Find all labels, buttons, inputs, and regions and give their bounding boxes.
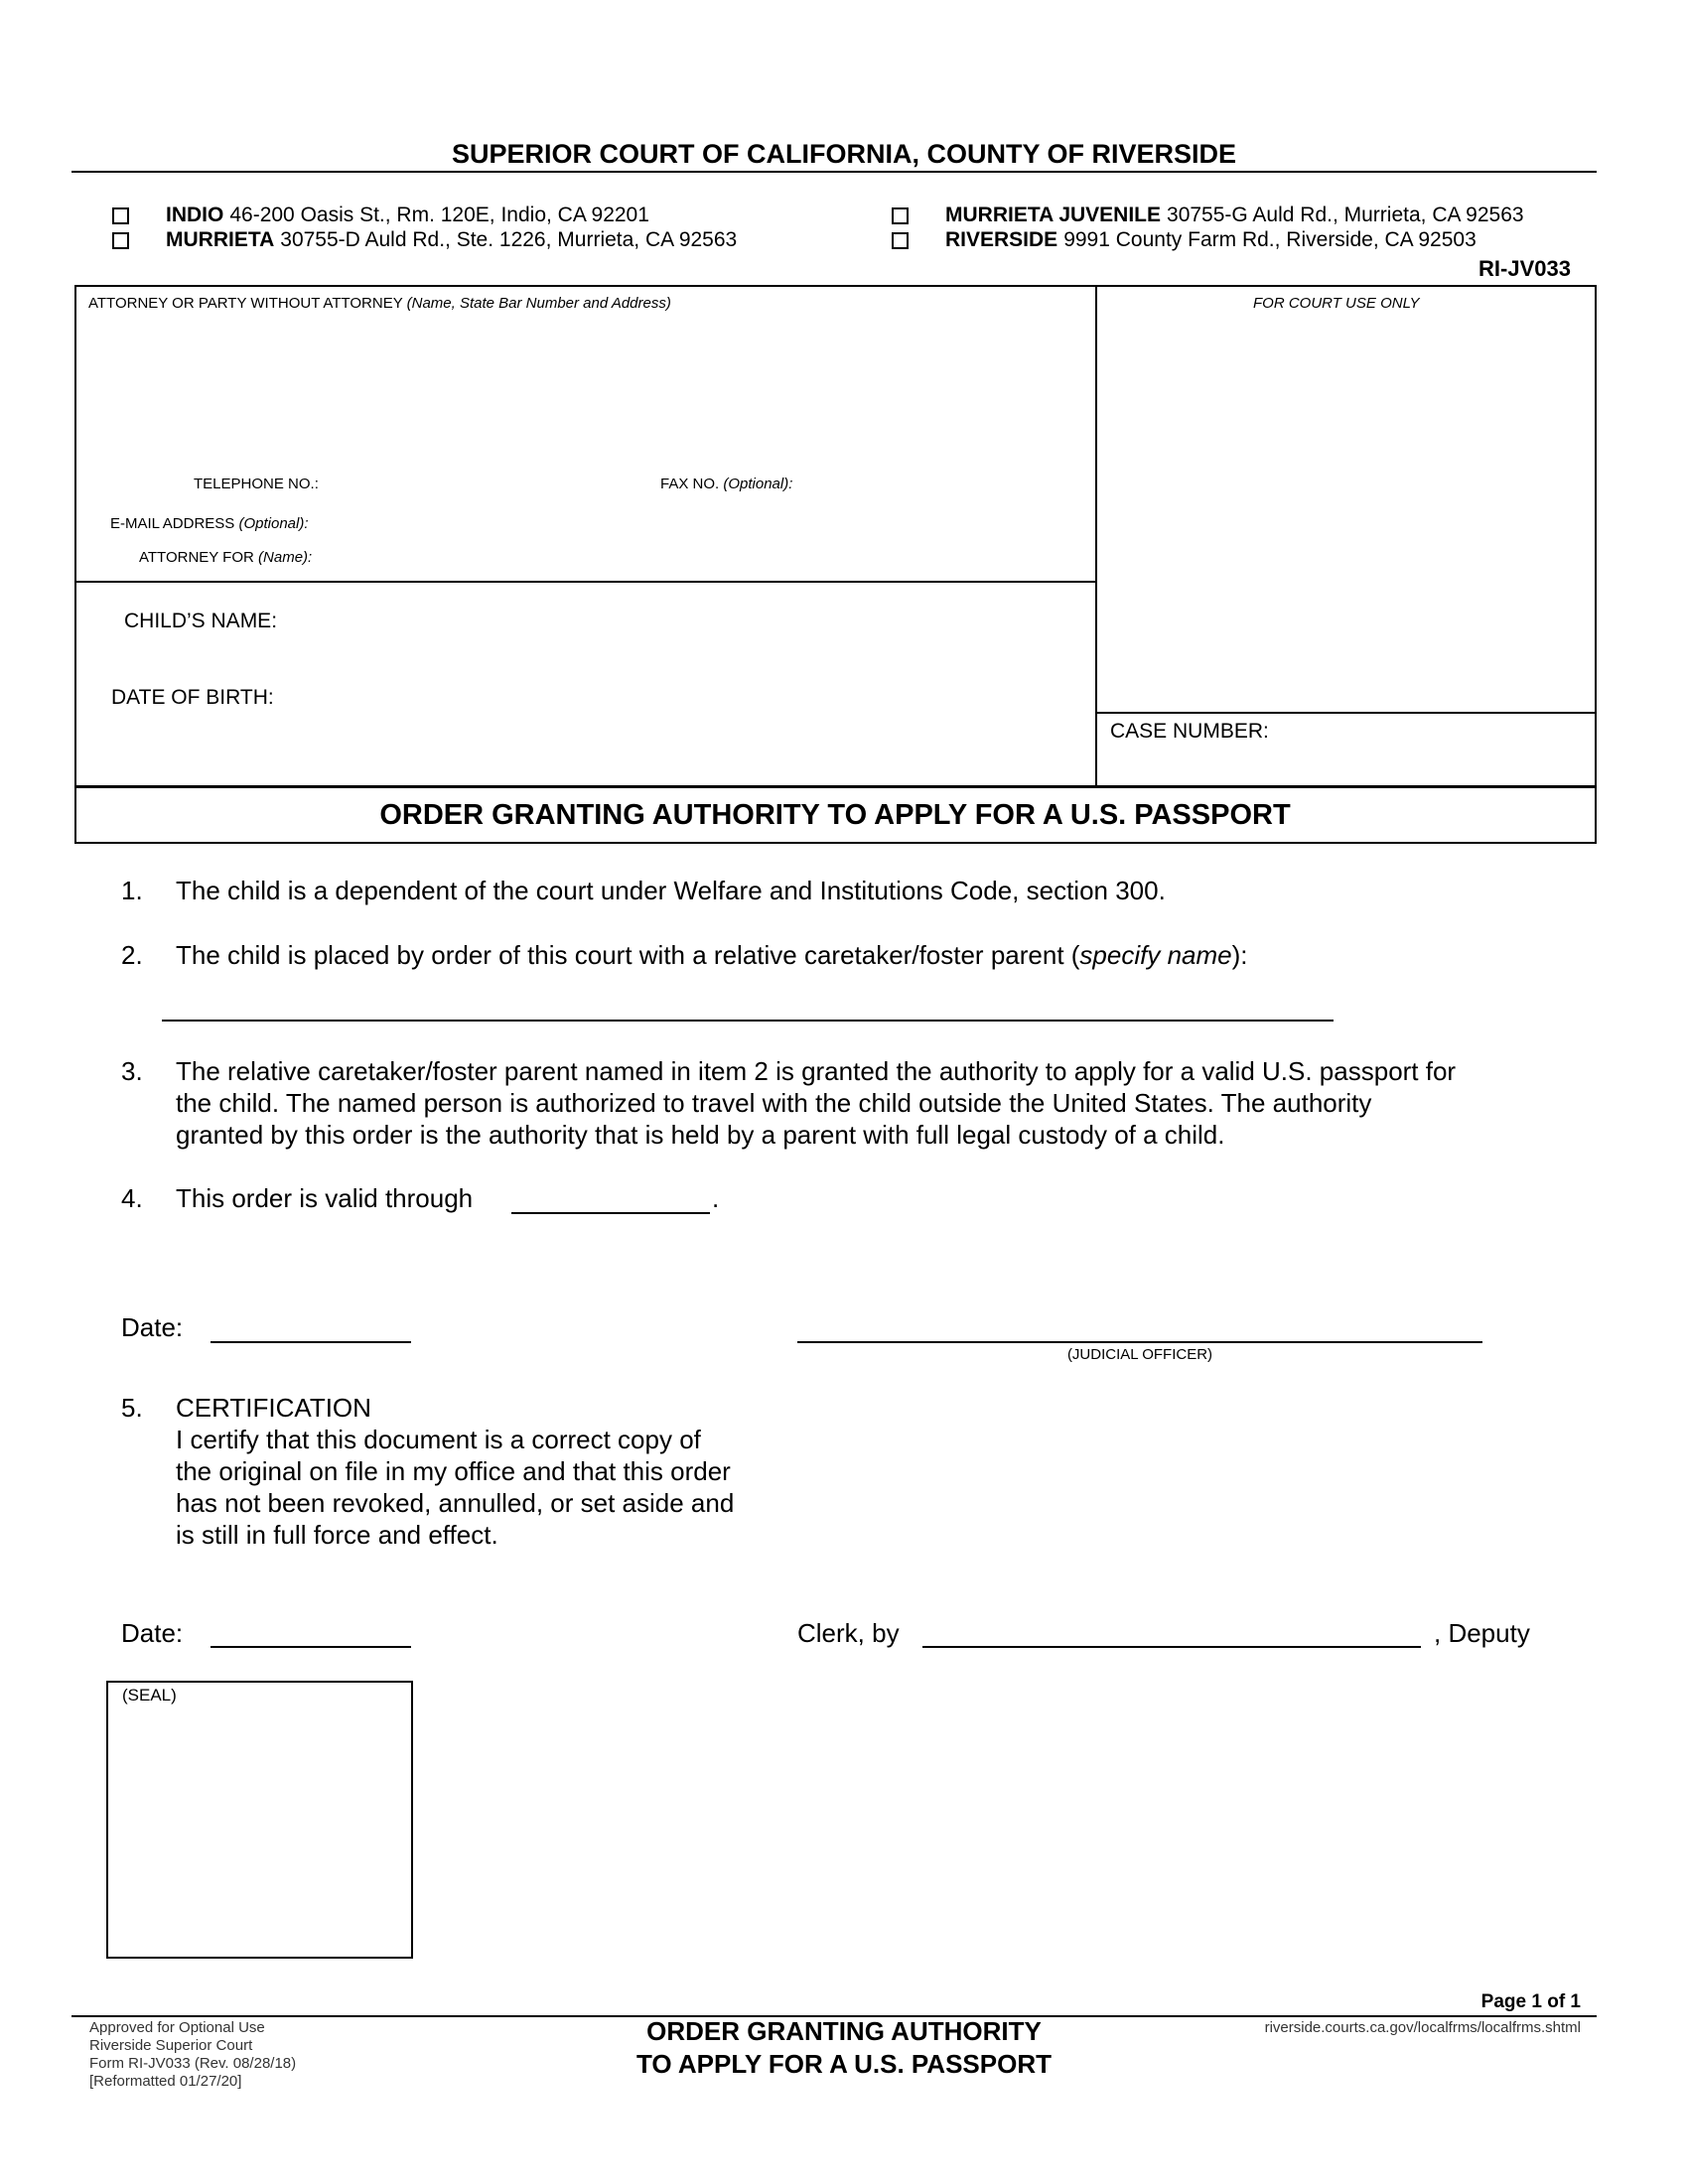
item-2-text-post: ): xyxy=(1231,940,1248,970)
order-date-line xyxy=(211,1341,411,1343)
form-number: RI-JV033 xyxy=(1478,256,1571,281)
location-address: 30755-D Auld Rd., Ste. 1226, Murrieta, CA 92563 xyxy=(280,228,738,251)
location-name: MURRIETA JUVENILE xyxy=(945,204,1162,226)
location-address: 46-200 Oasis St., Rm. 120E, Indio, CA 92201 xyxy=(229,204,649,226)
item-5-number: 5. xyxy=(121,1393,143,1423)
indio-checkbox[interactable] xyxy=(112,207,129,224)
item-4-number: 4. xyxy=(121,1183,143,1213)
riverside-checkbox[interactable] xyxy=(892,232,909,249)
seal-box xyxy=(106,1681,413,1959)
seal-label: (SEAL) xyxy=(122,1686,177,1705)
item-3-number: 3. xyxy=(121,1056,143,1086)
fax-label xyxy=(660,476,792,492)
judicial-signature-field[interactable] xyxy=(797,1300,1482,1340)
item-4-text: This order is valid through xyxy=(176,1183,474,1213)
certification-date-field[interactable] xyxy=(211,1613,411,1645)
telephone-label: TELEPHONE NO.: xyxy=(194,476,319,492)
item-2-number: 2. xyxy=(121,940,143,970)
clerk-label: Clerk, by xyxy=(797,1618,900,1648)
footer-title-line-1: ORDER GRANTING AUTHORITY xyxy=(646,2016,1042,2046)
case-number-field[interactable] xyxy=(1291,715,1584,747)
fax-label-text: FAX NO. xyxy=(660,476,720,492)
order-date-field[interactable] xyxy=(211,1308,411,1340)
certification-text xyxy=(176,1392,734,1551)
telephone-field[interactable] xyxy=(338,467,645,492)
footer-court: Riverside Superior Court xyxy=(89,2037,253,2054)
location-name: MURRIETA xyxy=(166,228,275,251)
location-address: 9991 County Farm Rd., Riverside, CA 92503 xyxy=(1063,228,1477,251)
item-3-text xyxy=(176,1055,1456,1151)
location-address: 30755-G Auld Rd., Murrieta, CA 92563 xyxy=(1167,204,1524,226)
footer-url[interactable]: riverside.courts.ca.gov/localfrms/localfrms.shtml xyxy=(1264,2019,1581,2036)
item-2-text xyxy=(176,939,1248,971)
item-3-line-3: granted by this order is the authority that is held by a parent with full legal custody of a child. xyxy=(176,1120,1225,1150)
item-2-text-italic: specify name xyxy=(1079,940,1232,970)
judicial-officer-label: (JUDICIAL OFFICER) xyxy=(1066,1346,1213,1363)
location-murrieta-juvenile xyxy=(892,204,1524,227)
caretaker-name-line xyxy=(162,1020,1334,1022)
footer-title-line-2: TO APPLY FOR A U.S. PASSPORT xyxy=(635,2049,1052,2079)
childs-name-field[interactable] xyxy=(298,604,1082,635)
caretaker-name-field[interactable] xyxy=(162,986,1334,1020)
email-field[interactable] xyxy=(338,506,1082,532)
attorney-for-label-name: (Name): xyxy=(258,549,313,566)
childs-name-label: CHILD’S NAME: xyxy=(124,610,278,632)
murrieta-juvenile-checkbox[interactable] xyxy=(892,207,909,224)
email-label-optional: (Optional): xyxy=(238,515,309,532)
attorney-label-text: ATTORNEY OR PARTY WITHOUT ATTORNEY xyxy=(88,295,403,312)
footer-form: Form RI-JV033 (Rev. 08/28/18) xyxy=(89,2055,297,2072)
date-label: Date: xyxy=(121,1312,184,1342)
fax-label-optional: (Optional): xyxy=(723,476,793,492)
court-use-label: FOR COURT USE ONLY xyxy=(1253,295,1420,312)
murrieta-checkbox[interactable] xyxy=(112,232,129,249)
certification-line-4: is still in full force and effect. xyxy=(176,1520,498,1550)
date-of-birth-field[interactable] xyxy=(298,680,1082,712)
case-number-label: CASE NUMBER: xyxy=(1110,720,1269,743)
email-label xyxy=(110,515,309,532)
item-3-line-2: the child. The named person is authorized to travel with the child outside the United States. The authority xyxy=(176,1088,1372,1118)
certification-date-line xyxy=(211,1646,411,1648)
email-label-text: E-MAIL ADDRESS xyxy=(110,515,235,532)
clerk-signature-field[interactable] xyxy=(922,1608,1421,1646)
certification-date-label: Date: xyxy=(121,1618,184,1648)
certification-heading: CERTIFICATION xyxy=(176,1393,371,1423)
item-1-text: The child is a dependent of the court under Welfare and Institutions Code, section 300. xyxy=(176,876,1166,905)
court-title: SUPERIOR COURT OF CALIFORNIA, COUNTY OF RIVERSIDE xyxy=(451,139,1237,169)
date-of-birth-label: DATE OF BIRTH: xyxy=(111,686,274,709)
certification-line-3: has not been revoked, annulled, or set aside and xyxy=(176,1488,735,1518)
location-name: INDIO xyxy=(166,204,224,226)
item-2-text-pre: The child is placed by order of this court with a relative caretaker/foster parent ( xyxy=(176,940,1080,970)
location-name: RIVERSIDE xyxy=(945,228,1058,251)
attorney-section-rule xyxy=(74,581,1096,583)
certification-line-2: the original on file in my office and that this order xyxy=(176,1456,731,1486)
item-3-line-1: The relative caretaker/foster parent named in item 2 is granted the authority to apply for a valid U.S. passport for xyxy=(176,1056,1457,1086)
valid-through-field[interactable] xyxy=(511,1179,710,1211)
footer-approved: Approved for Optional Use xyxy=(89,2019,265,2036)
deputy-label: , Deputy xyxy=(1434,1618,1530,1648)
location-murrieta xyxy=(112,228,737,252)
judicial-signature-line xyxy=(797,1341,1482,1343)
order-title: ORDER GRANTING AUTHORITY TO APPLY FOR A U.S. PASSPORT xyxy=(379,799,1291,831)
footer-reformatted: [Reformatted 01/27/20] xyxy=(89,2073,242,2090)
attorney-for-label-text: ATTORNEY FOR xyxy=(139,549,254,566)
fax-field[interactable] xyxy=(814,467,1082,492)
clerk-signature-line xyxy=(922,1646,1421,1648)
certification-line-1: I certify that this document is a correct copy of xyxy=(176,1425,701,1454)
attorney-label xyxy=(88,295,671,312)
location-indio xyxy=(112,204,649,227)
attorney-for-field[interactable] xyxy=(338,540,1082,566)
page-number: Page 1 of 1 xyxy=(1480,1991,1581,2012)
item-4-period: . xyxy=(712,1183,720,1213)
case-number-rule xyxy=(1096,712,1597,714)
header-rule xyxy=(71,171,1597,173)
item-1-number: 1. xyxy=(121,876,143,905)
attorney-label-italic: (Name, State Bar Number and Address) xyxy=(406,295,671,312)
location-riverside xyxy=(892,228,1477,252)
attorney-for-label xyxy=(139,549,312,566)
valid-through-line xyxy=(511,1212,710,1214)
